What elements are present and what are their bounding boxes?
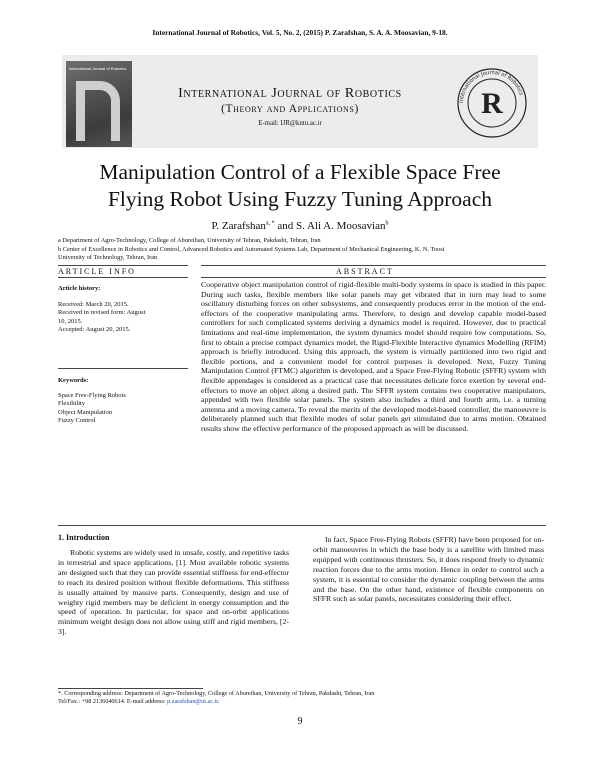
keyword: Space Free-Flying Robots bbox=[58, 392, 126, 399]
accepted-date: Accepted: August 20, 2015. bbox=[58, 325, 131, 333]
affiliation-b-line2: University of Technology, Tehran, Iran bbox=[58, 254, 158, 261]
revised-date-line1: Received in revised form: August bbox=[58, 309, 146, 317]
paper-title bbox=[0, 159, 600, 213]
received-date: Received: March 20, 2015. bbox=[58, 301, 129, 308]
divider bbox=[201, 277, 546, 278]
journal-email: E-mail: IJR@kntu.ac.ir bbox=[258, 120, 322, 127]
title-line-2: Flying Robot Using Fuzzy Tuning Approach bbox=[107, 187, 493, 211]
footnote-line1: *. Corresponding address: Department of Agro-Technology, College of Abureihan, University of Tehran, Pakdasht, Tehran, Iran bbox=[58, 690, 375, 697]
article-history bbox=[58, 301, 158, 334]
logo-letter: R bbox=[481, 87, 503, 120]
article-history-heading: Article history: bbox=[58, 285, 101, 292]
footnote bbox=[58, 690, 548, 706]
author-1: P. Zarafshan bbox=[211, 220, 266, 232]
article-info-label: ARTICLE INFO bbox=[58, 267, 136, 276]
paragraph: In fact, Space Free-Flying Robots (SFFR) have been proposed for on-orbit manoeuvres in which the base body is a satellite with limited mass equipped with continuous thrusters. So, it does respond freely to dynamic reaction forces due to the arms motion. Hence in order to control such a system, it is essential to consider the dynamic coupling between the arms and the base. On the other hand, existence of flexible components on SFFR such as solar panels, necessitates considering their effect. bbox=[313, 535, 544, 604]
paragraph: Robotic systems are widely used in unsafe, costly, and repetitive tasks in terrestrial and space applications, [1]. Most available robotic systems are designed such that they can provide essential stiffness for end-effector to reach its desired position without flexible deformations. This stiffness is usually attained by massive parts. Consequently, design and use of weighty rigid members may be deficient in energy consumption and the speed of operation. In particular, for space and on-orbit applications minimum weight design does not allow using stiff and rigid members, [2-3]. bbox=[58, 548, 289, 637]
keywords-heading: Keywords: bbox=[58, 377, 89, 384]
author-2: and S. Ali A. Moosavian bbox=[274, 220, 386, 232]
divider bbox=[58, 368, 188, 369]
cover-title: International Journal of Robotics bbox=[69, 66, 127, 71]
journal-subtitle: (Theory and Applications) bbox=[221, 103, 359, 115]
keywords-list bbox=[58, 392, 158, 425]
keyword: Object Manipulation bbox=[58, 408, 112, 416]
keyword: Fuzzy Control bbox=[58, 416, 96, 424]
author-1-affil: a, * bbox=[265, 220, 275, 227]
keyword: Flexibility bbox=[58, 400, 86, 408]
authors bbox=[0, 220, 600, 232]
affiliation-a: a Department of Agro-Technology, College of Abureihan, University of Tehran, Pakdasht, Tehran, Iran bbox=[58, 237, 321, 244]
divider bbox=[58, 277, 188, 278]
divider bbox=[201, 265, 546, 266]
author-2-affil: b bbox=[385, 220, 389, 227]
email-link[interactable]: p.zarafshan@ut.ac.ir bbox=[167, 698, 218, 705]
divider bbox=[58, 265, 188, 266]
abstract-text: Cooperative object manipulation control of rigid-flexible multi-body systems in space is studied in this paper. During such tasks, flexible members like solar panels may get vibrated that in turn may lead to some oscillatory disturbing forces on other subsystems, and consequently produces error in the motion of the end-effectors of the cooperative manipulating arms. Therefore, to design and develop capable model-based controllers for such complicated systems deriving a dynamics model is required. However, due to practical limitations and real-time implementation, the system dynamics model should require low computations. So, first to obtain a precise compact dynamics model, the Rigid-Flexible Interactive dynamics Modelling (RFIM) approach is briefly introduced. Using this approach, the system is virtually partitioned into two rigid and flexible portions, and a convenient model for control purposes is developed. Next, Fuzzy Tuning Manipulation Control (FTMC) algorithm is developed, and a Space Free-Flying Robotic (SFFR) system with flexible appendages is considered as a practical case that necessitates delicate force exertion by several end-effectors to move an object along a desired path. The SFFR system contains two cooperative manipulators, appended with two flexible solar panels. The system also includes a third and fourth arm, i.e. a turning antenna and a moving camera. To reveal the merits of the developed model-based controller, the manoeuvre is deliberately planned such that flexible modes of solar panels get stimulated due to arms motion. Obtained results show the effective performance of the proposed approach as will be discussed. bbox=[201, 280, 546, 433]
journal-logo-icon bbox=[455, 66, 529, 140]
body-column-right bbox=[313, 535, 544, 604]
body-column-left bbox=[58, 548, 289, 637]
abstract-label: ABSTRACT bbox=[336, 267, 394, 276]
journal-title: International Journal of Robotics bbox=[178, 86, 402, 101]
page-number: 9 bbox=[297, 716, 303, 727]
revised-date-line2: 10, 2015. bbox=[58, 317, 83, 325]
section-heading: 1. Introduction bbox=[58, 533, 110, 542]
logo-ring-text: International Journal of Robotics bbox=[458, 69, 524, 104]
footnote-line2: Tel/Fax.: +98 2136040614. E-mail address: p.zarafshan@ut.ac.ir. bbox=[58, 698, 220, 705]
title-line-1: Manipulation Control of a Flexible Space Free bbox=[99, 160, 501, 184]
divider bbox=[58, 525, 546, 526]
running-head: International Journal of Robotics, Vol. 5, No. 2, (2015) P. Zarafshan, S. A. A. Moosavian, 9-18. bbox=[152, 28, 448, 37]
journal-cover-image bbox=[66, 61, 132, 147]
footnote-rule bbox=[58, 688, 203, 689]
affiliation-b-line1: b Center of Excellence in Robotics and Control, Advanced Robotics and Automated Systems Lab, Department of Mechanical Engineering, K. N. Toosi bbox=[58, 246, 445, 253]
